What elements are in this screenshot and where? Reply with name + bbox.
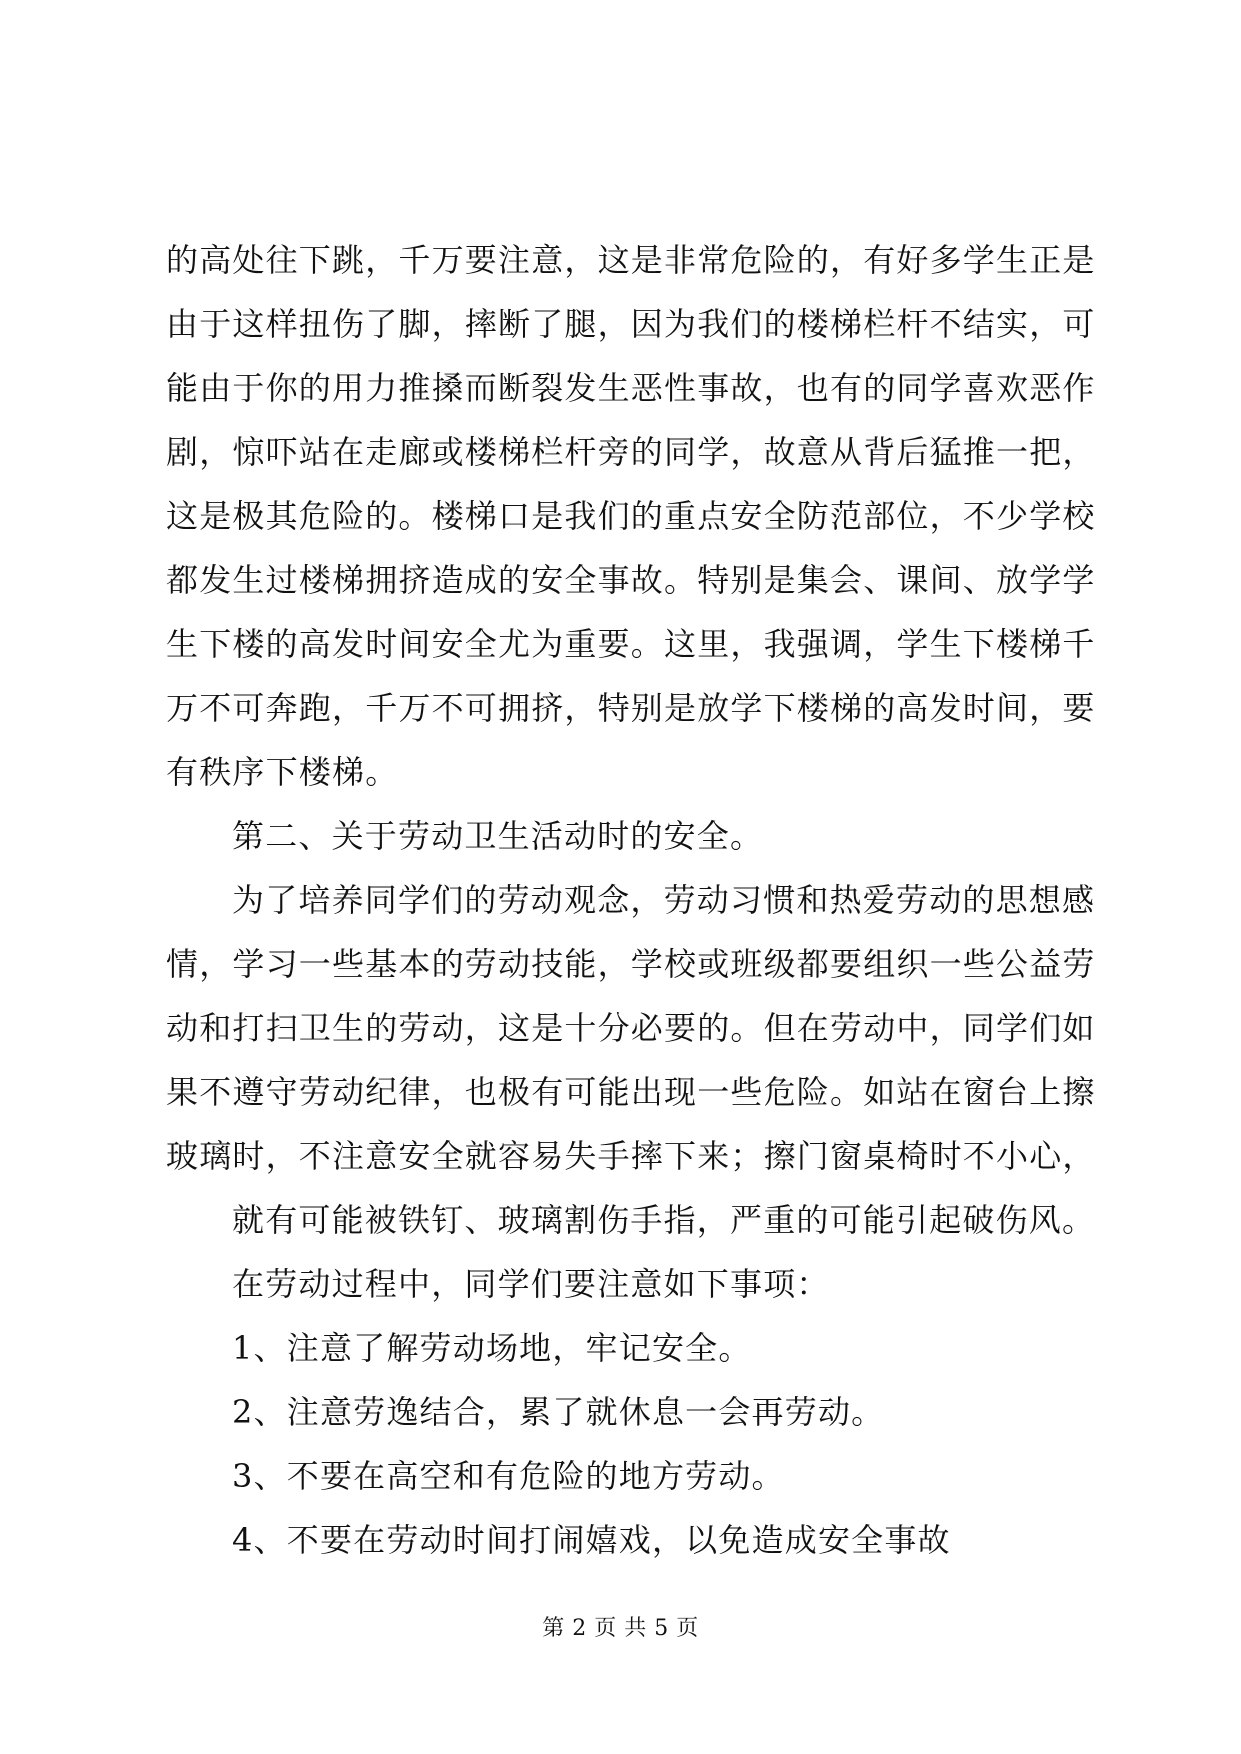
page-footer (0, 1614, 1241, 1644)
text-line: 玻璃时，不注意安全就容易失手摔下来；擦门窗桌椅时不小心， (166, 1137, 1096, 1175)
text-line: 就有可能被铁钉、玻璃割伤手指，严重的可能引起破伤风。 (232, 1201, 1096, 1239)
text-line: 为了培养同学们的劳动观念，劳动习惯和热爱劳动的思想感 (232, 881, 1096, 919)
text-line: 剧，惊吓站在走廊或楼梯栏杆旁的同学，故意从背后猛推一把， (166, 433, 1096, 471)
text-line: 情，学习一些基本的劳动技能，学校或班级都要组织一些公益劳 (166, 945, 1096, 983)
text-line: 生下楼的高发时间安全尤为重要。这里，我强调，学生下楼梯千 (166, 625, 1096, 663)
text-line: 由于这样扭伤了脚，摔断了腿，因为我们的楼梯栏杆不结实，可 (166, 305, 1096, 343)
text-line: 这是极其危险的。楼梯口是我们的重点安全防范部位，不少学校 (166, 497, 1096, 535)
section-heading: 第二、关于劳动卫生活动时的安全。 (232, 817, 764, 855)
text-line: 果不遵守劳动纪律，也极有可能出现一些危险。如站在窗台上擦 (166, 1073, 1096, 1111)
list-item: 1、注意了解劳动场地，牢记安全。 (232, 1329, 752, 1367)
list-item: 4、不要在劳动时间打闹嬉戏，以免造成安全事故 (232, 1521, 951, 1559)
body-text (166, 228, 1096, 1572)
list-item: 3、不要在高空和有危险的地方劳动。 (232, 1457, 785, 1495)
text-line: 在劳动过程中，同学们要注意如下事项： (232, 1265, 830, 1303)
list-item: 2、注意劳逸结合，累了就休息一会再劳动。 (232, 1393, 885, 1431)
text-line: 有秩序下楼梯。 (166, 753, 399, 791)
text-line: 动和打扫卫生的劳动，这是十分必要的。但在劳动中，同学们如 (166, 1009, 1096, 1047)
text-line: 都发生过楼梯拥挤造成的安全事故。特别是集会、课间、放学学 (166, 561, 1096, 599)
page-number: 第 2 页 共 5 页 (542, 1616, 699, 1641)
text-line: 的高处往下跳，千万要注意，这是非常危险的，有好多学生正是 (166, 241, 1096, 279)
text-line: 万不可奔跑，千万不可拥挤，特别是放学下楼梯的高发时间，要 (166, 689, 1096, 727)
text-line: 能由于你的用力推搡而断裂发生恶性事故，也有的同学喜欢恶作 (166, 369, 1096, 407)
